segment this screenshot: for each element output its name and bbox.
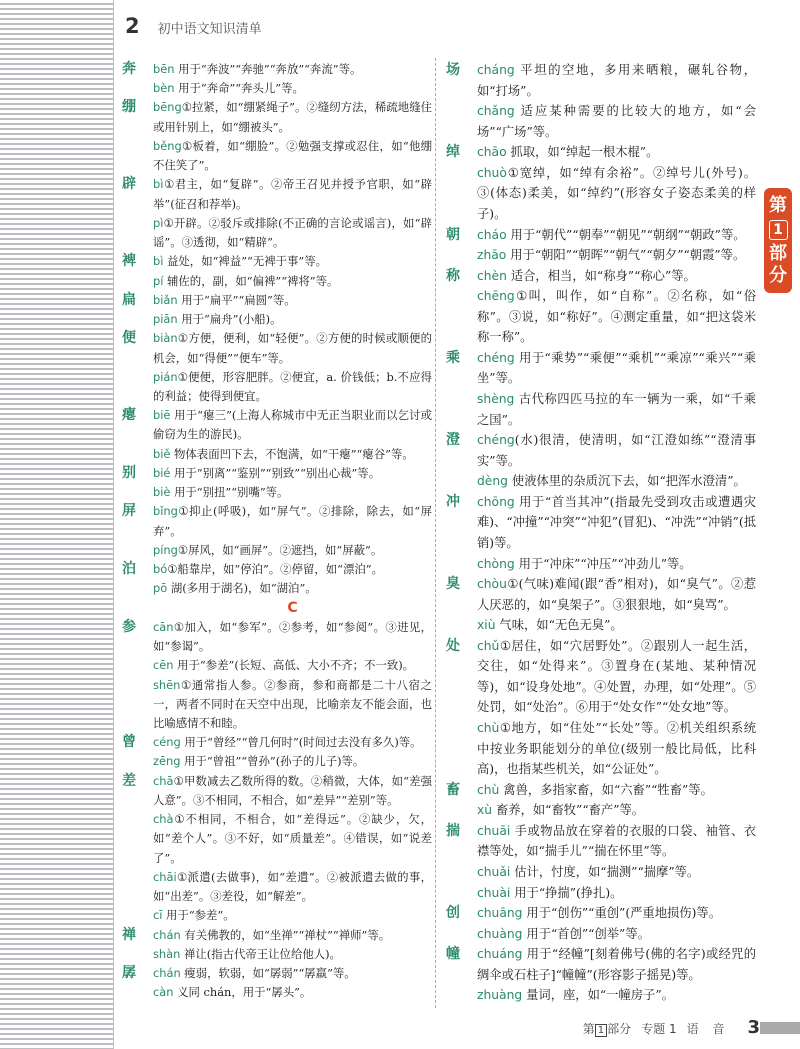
page-number-left: 2 bbox=[125, 14, 140, 38]
definition-text: 用于“曾经”“曾几何时”(时间过去没有多久)等。 bbox=[180, 735, 422, 750]
pinyin: bèn bbox=[153, 81, 175, 96]
pronunciation-sense bbox=[153, 214, 432, 252]
definition-text: 禽兽，多指家畜，如“六畜”“牲畜”等。 bbox=[499, 782, 713, 797]
pronunciation-sense bbox=[153, 483, 432, 502]
pronunciation-sense bbox=[477, 245, 756, 266]
pinyin: pí bbox=[153, 273, 164, 288]
pinyin: chǎng bbox=[477, 104, 515, 119]
definition-text: ①不相同，不相合，如“差得远”。②缺少，欠，如“差个人”。③不好，如“质量差”。④错误，如“说差了”。 bbox=[153, 812, 432, 865]
pronunciation-sense bbox=[153, 772, 432, 810]
dictionary-entry bbox=[122, 406, 432, 464]
pronunciation-sense bbox=[477, 471, 756, 492]
head-character: 别 bbox=[122, 464, 136, 481]
footer-part-post: 部分 bbox=[607, 1022, 632, 1036]
definition-text: 用于“经幢”[刻着佛号(佛的名字)或经咒的绸伞或石柱子]“幢幢”(形容影子摇晃)等。 bbox=[477, 947, 756, 982]
definition-text: 用于“冲床”“冲压”“冲劲儿”等。 bbox=[514, 556, 692, 571]
pinyin: bēn bbox=[153, 62, 175, 76]
side-tab-number: 1 bbox=[769, 220, 788, 240]
pinyin: chuài bbox=[477, 885, 511, 900]
definition-text: ①加入，如“参军”。②参考，如“参阅”。③进见，如“参谒”。 bbox=[153, 619, 432, 654]
pinyin: biè bbox=[153, 485, 171, 500]
definition-text: 物体表面凹下去，不饱满，如“干瘪”“瘪谷”等。 bbox=[170, 446, 414, 461]
pronunciation-sense bbox=[153, 579, 432, 598]
pinyin: cī bbox=[153, 908, 163, 923]
pinyin: xù bbox=[477, 803, 493, 818]
dictionary-entry bbox=[446, 636, 756, 780]
pinyin: píng bbox=[153, 542, 178, 557]
pinyin: běng bbox=[153, 138, 182, 153]
pinyin: shàn bbox=[153, 946, 181, 961]
definition-text: ①叫，叫作，如“自称”。②名称，如“俗称”。③说，如“称好”。④测定重量，如“把这袋米称一称”。 bbox=[477, 289, 756, 345]
head-character: 创 bbox=[446, 905, 460, 922]
dictionary-entry bbox=[446, 430, 756, 492]
definition-text: ①君主，如“复辟”。②帝王召见并授予官职，如“辟举”(征召和荐举)。 bbox=[153, 177, 432, 211]
definition-text: 用于“朝阳”“朝晖”“朝气”“朝夕”“朝霞”等。 bbox=[506, 248, 746, 263]
definition-text: ①居住，如“穴居野处”。②跟别人一起生活，交往，如“处得来”。③置身在(某地、某种情况等)，如“设身处地”。④处置，办理，如“处理”。⑤处罚，如“处治”。⑥用于“处女作”“处女地”等。 bbox=[477, 638, 756, 715]
pinyin: zēng bbox=[153, 754, 181, 769]
dictionary-entry bbox=[446, 944, 756, 1006]
pronunciation-sense bbox=[153, 983, 432, 1002]
definition-text: 用于“奔波”“奔驰”“奔放”“奔流”等。 bbox=[174, 62, 362, 76]
pronunciation-sense bbox=[153, 926, 432, 945]
definition-text: ①方便，便利，如“轻便”。②方便的时候或顺便的机会，如“得便”“便车”等。 bbox=[153, 331, 432, 365]
side-section-tab bbox=[764, 188, 792, 293]
definition-text: ①板着，如“绷脸”。②勉强支撑或忍住，如“他绷不住笑了”。 bbox=[153, 138, 432, 173]
definition-text: 用于“曾祖”“曾孙”(孙子的儿子)等。 bbox=[180, 754, 365, 769]
definition-text: 适合，相当，如“称身”“称心”等。 bbox=[506, 268, 696, 283]
left-column bbox=[122, 60, 432, 1002]
pronunciation-sense bbox=[153, 329, 432, 367]
head-character: 屏 bbox=[122, 503, 136, 520]
pronunciation-sense bbox=[477, 780, 756, 801]
pinyin: bié bbox=[153, 465, 171, 480]
pinyin: chán bbox=[153, 927, 181, 942]
head-character: 奔 bbox=[122, 61, 136, 77]
pronunciation-sense bbox=[477, 60, 756, 101]
pronunciation-sense bbox=[153, 676, 432, 734]
pronunciation-sense bbox=[477, 883, 756, 904]
pronunciation-sense bbox=[477, 615, 756, 636]
head-character: 参 bbox=[122, 618, 136, 635]
pronunciation-sense bbox=[153, 810, 432, 868]
pronunciation-sense bbox=[477, 985, 756, 1006]
head-character: 揣 bbox=[446, 822, 460, 839]
pronunciation-sense bbox=[153, 502, 432, 540]
pinyin: bó bbox=[153, 562, 168, 577]
pronunciation-sense bbox=[477, 142, 756, 163]
dictionary-entry bbox=[446, 60, 756, 142]
definition-text: 抓取，如“绰起一根木棍”。 bbox=[506, 145, 659, 160]
page-number-right: 3 bbox=[747, 1017, 760, 1038]
section-letter: C bbox=[287, 599, 298, 616]
definition-text: 瘦弱，软弱，如“孱弱”“孱羸”等。 bbox=[180, 966, 356, 981]
definition-text: ①派遣(去做事)，如“差遣”。②被派遣去做的事，如“出差”。③差役，如“解差”。 bbox=[153, 869, 432, 904]
pinyin: xiù bbox=[477, 618, 496, 633]
definition-text: ①(气味)难闻(跟“香”相对)，如“臭气”。②惹人厌恶的，如“臭架子”。③狠狠地，如“臭骂”。 bbox=[477, 577, 756, 612]
pinyin: chōng bbox=[477, 494, 515, 509]
definition-text: 义同 chán，用于“孱头”。 bbox=[173, 985, 312, 1000]
dictionary-entry bbox=[446, 574, 756, 636]
dictionary-entry bbox=[446, 266, 756, 348]
definition-text: 适应某种需要的比较大的地方，如“会场”“广场”等。 bbox=[477, 104, 756, 139]
pinyin: chòu bbox=[477, 577, 507, 592]
definition-text: 量词，座，如“一幢房子”。 bbox=[522, 988, 674, 1003]
dictionary-entry bbox=[122, 772, 432, 926]
pronunciation-sense bbox=[477, 492, 756, 554]
pinyin: biǎn bbox=[153, 292, 178, 307]
pronunciation-sense bbox=[153, 618, 432, 656]
pinyin: chù bbox=[477, 782, 500, 797]
definition-text: 古代称四匹马拉的车一辆为一乘，如“千乘之国”。 bbox=[477, 392, 756, 427]
dictionary-entry bbox=[122, 733, 432, 771]
pinyin: chòng bbox=[477, 556, 515, 571]
pronunciation-sense bbox=[477, 430, 756, 471]
pronunciation-sense bbox=[153, 464, 432, 483]
head-character: 曾 bbox=[122, 734, 136, 751]
pinyin: bēng bbox=[153, 100, 182, 115]
pronunciation-sense bbox=[477, 348, 756, 389]
pinyin: chāo bbox=[477, 145, 507, 160]
definition-text: ①船靠岸，如“停泊”。②停留，如“漂泊”。 bbox=[167, 562, 383, 577]
definition-text: ①地方，如“住处”“长处”等。②机关组织系统中按业务职能划分的单位(级别一般比局低，比科高)，也指某些机关，如“公证处”。 bbox=[477, 721, 756, 777]
head-character: 畜 bbox=[446, 781, 460, 798]
definition-text: 益处，如“裨益”“无裨于事”等。 bbox=[163, 254, 328, 269]
pronunciation-sense bbox=[477, 225, 756, 246]
pronunciation-sense bbox=[153, 291, 432, 310]
pronunciation-sense bbox=[153, 868, 432, 906]
pronunciation-sense bbox=[153, 560, 432, 579]
pronunciation-sense bbox=[153, 175, 432, 213]
dictionary-entry bbox=[122, 329, 432, 406]
definition-text: 用于“首创”“创举”等。 bbox=[522, 926, 650, 941]
pinyin: biàn bbox=[153, 331, 178, 346]
pronunciation-sense bbox=[477, 101, 756, 142]
dictionary-entry bbox=[122, 291, 432, 329]
pinyin: biē bbox=[153, 408, 171, 423]
head-character: 幢 bbox=[446, 946, 460, 963]
page-edge-line bbox=[113, 0, 114, 1049]
head-character: 乘 bbox=[446, 349, 460, 366]
pronunciation-sense bbox=[477, 924, 756, 945]
pronunciation-sense bbox=[477, 636, 756, 718]
pronunciation-sense bbox=[153, 310, 432, 329]
pronunciation-sense bbox=[153, 656, 432, 675]
pronunciation-sense bbox=[477, 800, 756, 821]
definition-text: 估计，忖度，如“揣测”“揣摩”等。 bbox=[510, 864, 700, 879]
pronunciation-sense bbox=[153, 541, 432, 560]
pronunciation-sense bbox=[153, 272, 432, 291]
book-title: 初中语文知识清单 bbox=[157, 22, 262, 37]
pinyin: biě bbox=[153, 446, 171, 461]
definition-text: 用于“乘势”“乘便”“乘机”“乘凉”“乘兴”“乘坐”等。 bbox=[477, 350, 756, 386]
pinyin: chà bbox=[153, 812, 174, 827]
dictionary-entry bbox=[122, 964, 432, 1002]
head-character: 孱 bbox=[122, 965, 136, 982]
pinyin: chǔ bbox=[477, 638, 500, 653]
pinyin: chuāng bbox=[477, 906, 523, 921]
dictionary-entry bbox=[446, 492, 756, 574]
pronunciation-sense bbox=[477, 554, 756, 575]
pronunciation-sense bbox=[477, 862, 756, 883]
definition-text: 辅佐的，副，如“偏裨”“裨将”等。 bbox=[163, 273, 339, 288]
definition-text: 禅让(指古代帝王让位给他人)。 bbox=[180, 946, 341, 961]
pinyin: chéng bbox=[477, 350, 515, 365]
pinyin: chēng bbox=[477, 289, 515, 304]
pronunciation-sense bbox=[153, 964, 432, 983]
dictionary-entry bbox=[122, 60, 432, 98]
head-character: 便 bbox=[122, 330, 136, 347]
pronunciation-sense bbox=[477, 821, 756, 862]
footer-part-pre: 第 bbox=[582, 1022, 595, 1036]
dictionary-entry bbox=[122, 502, 432, 560]
right-column bbox=[446, 60, 756, 1006]
definition-text: 用于“扁舟”(小船)。 bbox=[177, 312, 282, 327]
pinyin: pì bbox=[153, 215, 164, 230]
pronunciation-sense bbox=[153, 60, 432, 79]
definition-text: 用于“扁平”“扁圆”等。 bbox=[177, 292, 296, 307]
pronunciation-sense bbox=[477, 266, 756, 287]
dictionary-entry bbox=[446, 225, 756, 266]
pinyin: cháng bbox=[477, 63, 515, 77]
pronunciation-sense bbox=[153, 252, 432, 271]
head-character: 辟 bbox=[122, 176, 136, 193]
head-character: 差 bbox=[122, 772, 136, 789]
definition-text: 气味，如“无色无臭”。 bbox=[495, 618, 623, 633]
definition-text: ①开辟。②驳斥或排除(不正确的言论或谣言)，如“辟谣”。③透彻，如“精辟”。 bbox=[153, 215, 432, 250]
dictionary-entry bbox=[446, 903, 756, 944]
dictionary-entry bbox=[446, 142, 756, 224]
definition-text: 湖(多用于湖名)，如“湖泊”。 bbox=[167, 581, 317, 596]
definition-text: ①甲数减去乙数所得的数。②稍微，大体，如“差强人意”。③不相同，不相合，如“差异”“差别”等。 bbox=[153, 773, 432, 807]
pronunciation-sense bbox=[153, 752, 432, 771]
pinyin: chuāi bbox=[477, 823, 511, 838]
dictionary-entry bbox=[446, 821, 756, 903]
definition-text: 用于“参差”(长短、高低、大小不齐；不一致)。 bbox=[173, 658, 415, 673]
head-character: 朝 bbox=[446, 226, 460, 243]
pronunciation-sense bbox=[153, 906, 432, 925]
definition-text: 用于“创伤”“重创”(严重地损伤)等。 bbox=[522, 906, 721, 921]
footer-part-number: 1 bbox=[595, 1024, 607, 1037]
definition-text: ①通常指人参。②参商，参和商都是二十八宿之一，两者不同时在天空中出现，比喻亲友不能会面，也比喻感情不和睦。 bbox=[153, 677, 432, 730]
column-divider bbox=[435, 58, 436, 1008]
pinyin: zhāo bbox=[477, 248, 507, 263]
dictionary-entry bbox=[122, 926, 432, 964]
pinyin: chāi bbox=[153, 869, 177, 884]
footer-subject: 语 音 bbox=[686, 1022, 730, 1036]
footer-part bbox=[583, 1020, 631, 1037]
pinyin: dèng bbox=[477, 474, 508, 489]
head-character: 扁 bbox=[122, 291, 136, 308]
pronunciation-sense bbox=[153, 733, 432, 752]
head-character: 禅 bbox=[122, 926, 136, 943]
head-character: 臭 bbox=[446, 576, 460, 593]
pronunciation-sense bbox=[477, 574, 756, 615]
pinyin: bì bbox=[153, 254, 164, 269]
pronunciation-sense bbox=[153, 368, 432, 406]
dictionary-entry bbox=[122, 175, 432, 252]
pinyin: cēn bbox=[153, 658, 174, 673]
page-edge-stripes bbox=[0, 0, 113, 1049]
pronunciation-sense bbox=[477, 163, 756, 225]
footer-topic: 专题 1 bbox=[641, 1022, 677, 1036]
pinyin: chán bbox=[153, 966, 181, 981]
pinyin: bǐng bbox=[153, 504, 178, 519]
head-character: 裨 bbox=[122, 253, 136, 270]
pinyin: chuáng bbox=[477, 947, 523, 962]
dictionary-entry bbox=[446, 348, 756, 430]
pinyin: chā bbox=[153, 773, 174, 788]
definition-text: (水)很清，使清明，如“江澄如练”“澄清事实”等。 bbox=[477, 433, 756, 468]
pronunciation-sense bbox=[477, 944, 756, 985]
side-tab-pre: 第 bbox=[769, 195, 787, 216]
head-character: 瘪 bbox=[122, 407, 136, 424]
dictionary-entry bbox=[122, 618, 432, 733]
definition-text: 有关佛教的，如“坐禅”“禅杖”“禅师”等。 bbox=[180, 927, 391, 942]
definition-text: 用于“别扭”“别嘴”等。 bbox=[170, 485, 289, 500]
definition-text: 用于“挣揣”(挣扎)。 bbox=[510, 885, 623, 900]
pronunciation-sense bbox=[153, 79, 432, 98]
dictionary-entry bbox=[122, 464, 432, 502]
pinyin: pián bbox=[153, 369, 178, 384]
pronunciation-sense bbox=[477, 718, 756, 780]
pinyin: chù bbox=[477, 721, 500, 735]
definition-text: ①宽绰，如“绰有余裕”。②绰号儿(外号)。③(体态)柔美，如“绰约”(形容女子姿态柔美的样子)。 bbox=[477, 165, 756, 221]
pinyin: zhuàng bbox=[477, 988, 523, 1003]
pronunciation-sense bbox=[153, 406, 432, 444]
pinyin: shèng bbox=[477, 392, 515, 406]
definition-text: 用于“瘪三”(上海人称城市中无正当职业而以乞讨或偷窃为生的游民)。 bbox=[153, 408, 432, 442]
pinyin: bì bbox=[153, 177, 164, 192]
dictionary-entry bbox=[446, 780, 756, 821]
definition-text: 用于“首当其冲”(指最先受到攻击或遭遇灾难)、“冲撞”“冲突”“冲犯”(冒犯)、“冲洗”“冲销”(抵销)等。 bbox=[477, 494, 756, 550]
definition-text: 畜养，如“畜牧”“畜产”等。 bbox=[492, 803, 645, 818]
definition-text: 平坦的空地，多用来晒粮，碾轧谷物，如“打场”。 bbox=[477, 63, 756, 98]
head-character: 绷 bbox=[122, 99, 136, 116]
head-character: 场 bbox=[446, 62, 460, 78]
definition-text: 用于“奔命”“奔头儿”等。 bbox=[174, 81, 304, 96]
pinyin: chèn bbox=[477, 268, 507, 283]
definition-text: 用于“朝代”“朝奉”“朝见”“朝纲”“朝政”等。 bbox=[506, 227, 746, 242]
page-header bbox=[125, 14, 262, 38]
head-character: 处 bbox=[446, 637, 460, 654]
pinyin: shēn bbox=[153, 677, 181, 692]
pronunciation-sense bbox=[153, 945, 432, 964]
page-footer bbox=[583, 1017, 760, 1038]
pronunciation-sense bbox=[153, 137, 432, 175]
pinyin: chuǎi bbox=[477, 864, 511, 879]
dictionary-entry bbox=[122, 252, 432, 290]
pinyin: cháo bbox=[477, 227, 507, 242]
pinyin: pō bbox=[153, 581, 168, 596]
pinyin: piān bbox=[153, 312, 178, 327]
pinyin: cān bbox=[153, 619, 174, 634]
pinyin: chuàng bbox=[477, 926, 523, 941]
pronunciation-sense bbox=[477, 389, 756, 430]
head-character: 澄 bbox=[446, 432, 460, 449]
dictionary-entry bbox=[122, 560, 432, 598]
definition-text: ①屏风，如“画屏”。②遮挡，如“屏蔽”。 bbox=[177, 542, 383, 557]
pinyin: càn bbox=[153, 985, 174, 1000]
definition-text: 用于“参差”。 bbox=[162, 908, 235, 923]
pinyin: chéng bbox=[477, 433, 515, 448]
pronunciation-sense bbox=[477, 286, 756, 348]
head-character: 冲 bbox=[446, 493, 460, 510]
definition-text: ①便便，形容肥胖。②便宜，a. 价钱低；b.不应得的利益；使得到便宜。 bbox=[153, 369, 432, 403]
definition-text: ①抑止(呼吸)，如“屏气”。②排除，除去，如“屏弃”。 bbox=[153, 504, 432, 538]
side-tab-post: 部分 bbox=[769, 243, 787, 286]
head-character: 称 bbox=[446, 267, 460, 284]
definition-text: 手或物品放在穿着的衣服的口袋、袖管、衣襟等处，如“揣手儿”“揣在怀里”等。 bbox=[477, 823, 756, 859]
definition-text: ①拉紧，如“绷紧绳子”。②缝纫方法，稀疏地缝住或用针别上，如“绷被头”。 bbox=[153, 100, 432, 134]
pronunciation-sense bbox=[153, 98, 432, 136]
head-character: 绰 bbox=[446, 144, 460, 161]
dictionary-entry bbox=[122, 98, 432, 175]
footer-bar bbox=[760, 1022, 800, 1034]
head-character: 泊 bbox=[122, 561, 136, 578]
pinyin: céng bbox=[153, 735, 181, 750]
pronunciation-sense bbox=[477, 903, 756, 924]
pronunciation-sense bbox=[153, 445, 432, 464]
definition-text: 使液体里的杂质沉下去，如“把浑水澄清”。 bbox=[507, 474, 746, 489]
definition-text: 用于“别离”“鉴别”“别致”“别出心裁”等。 bbox=[170, 465, 381, 480]
pinyin: chuò bbox=[477, 165, 507, 180]
